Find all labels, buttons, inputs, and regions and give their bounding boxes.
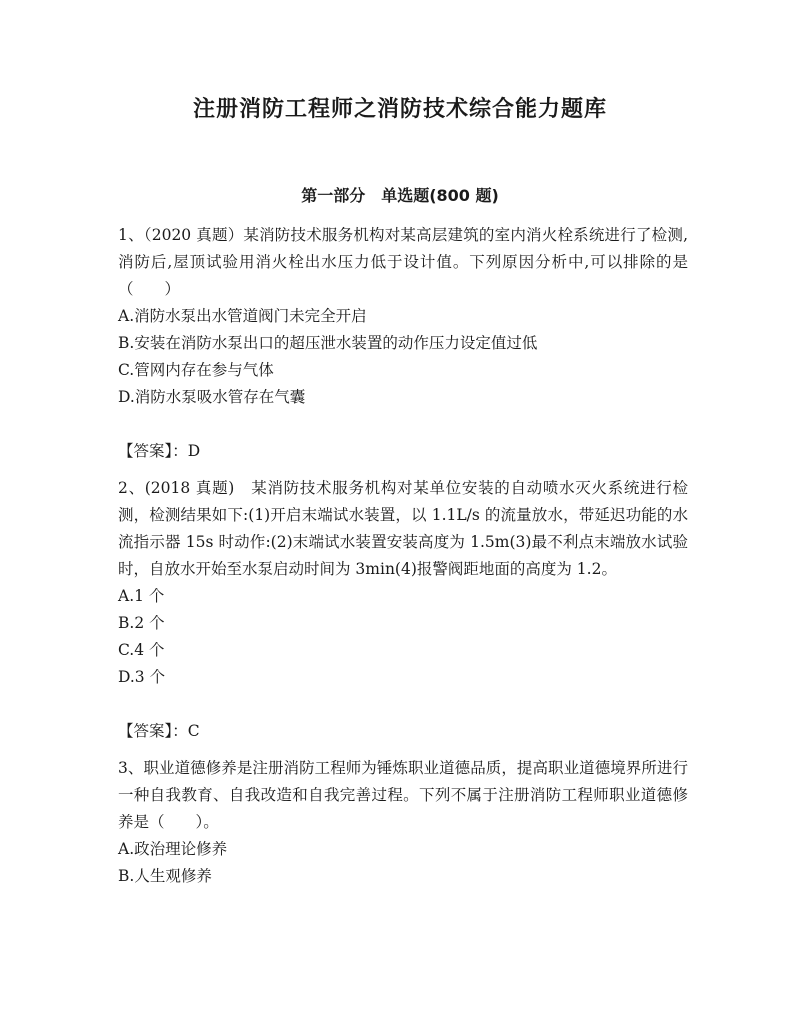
answer-line xyxy=(118,438,688,465)
question-1 xyxy=(118,222,688,465)
option-b: B.安装在消防水泵出口的超压泄水装置的动作压力设定值过低 xyxy=(118,334,538,352)
question-3 xyxy=(118,755,688,890)
option-a: A.1 个 xyxy=(118,587,165,605)
answer-value: D xyxy=(187,442,201,460)
option-a: A.消防水泵出水管道阀门未完全开启 xyxy=(118,307,367,325)
answer-value: C xyxy=(187,722,200,740)
option-b: B.2 个 xyxy=(118,614,165,632)
option-d: D.消防水泵吸水管存在气囊 xyxy=(118,388,306,406)
option-c: C.4 个 xyxy=(118,641,165,659)
question-stem: 1、（2020 真题）某消防技术服务机构对某高层建筑的室内消火栓系统进行了检测,消防后,屋顶试验用消火栓出水压力低于设计值。下列原因分析中,可以排除的是（ ） xyxy=(118,226,688,298)
section-title: 第一部分 单选题(800 题) xyxy=(301,186,499,205)
option-c: C.管网内存在参与气体 xyxy=(118,361,274,379)
option-b: B.人生观修养 xyxy=(118,867,212,885)
question-stem: 3、职业道德修养是注册消防工程师为锤炼职业道德品质，提高职业道德境界所进行一种自我教育、自我改造和自我完善过程。下列不属于注册消防工程师职业道德修养是（ ）。 xyxy=(118,759,688,831)
question-stem: 2、(2018 真题) 某消防技术服务机构对某单位安装的自动喷水灭火系统进行检测，检测结果如下:(1)开启末端试水装置，以 1.1L/s 的流量放水，带延迟功能的水流指示器 15s 时动作:(2)末端试水装置安装高度为 1.5m(3)最不利点末端放水试验时，自放水开始至水泵启动时间为 3min(4)报警阀距地面的高度为 1.2。 xyxy=(118,479,688,578)
option-a: A.政治理论修养 xyxy=(118,840,228,858)
answer-label: 【答案】： xyxy=(118,442,188,460)
option-d: D.3 个 xyxy=(118,668,166,686)
answer-label: 【答案】： xyxy=(118,722,188,740)
question-list xyxy=(118,222,688,890)
question-2 xyxy=(118,475,688,745)
answer-line xyxy=(118,718,688,745)
document-title: 注册消防工程师之消防技术综合能力题库 xyxy=(192,97,607,122)
